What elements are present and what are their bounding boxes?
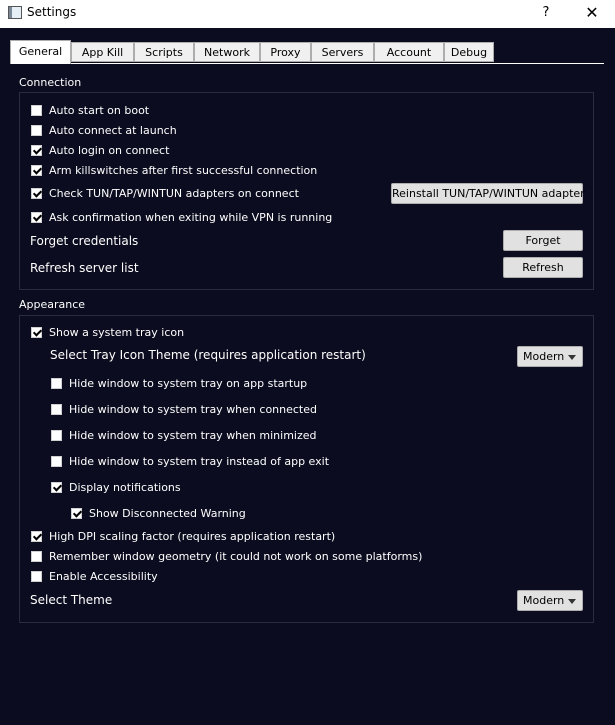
show-tray-checkbox[interactable] — [31, 324, 184, 340]
checkbox-label: Check TUN/TAP/WINTUN adapters on connect — [49, 186, 299, 200]
checkbox-label: Show a system tray icon — [49, 325, 185, 339]
checkbox-box[interactable] — [51, 482, 62, 493]
window-title: Settings — [27, 5, 77, 19]
checkbox-label: Arm killswitches after first successful connection — [49, 163, 318, 177]
checkbox-box[interactable] — [31, 188, 42, 199]
remember-geometry-checkbox[interactable] — [31, 548, 422, 564]
high-dpi-checkbox[interactable] — [31, 528, 335, 544]
tab-servers[interactable]: Servers — [311, 42, 374, 62]
checkbox-box[interactable] — [71, 508, 82, 519]
forget-credentials-label: Forget credentials — [30, 234, 139, 248]
checkbox-box[interactable] — [31, 165, 42, 176]
arm-killswitch-checkbox[interactable] — [31, 162, 317, 178]
ask-confirmation-checkbox[interactable] — [31, 209, 332, 225]
enable-accessibility-checkbox[interactable] — [31, 568, 158, 584]
checkbox-label: Auto connect at launch — [49, 123, 177, 137]
appearance-group-label: Appearance — [19, 298, 86, 311]
tray-theme-select[interactable] — [517, 346, 583, 367]
display-notifications-checkbox[interactable] — [51, 479, 181, 495]
checkbox-box[interactable] — [31, 212, 42, 223]
forget-button[interactable]: Forget — [503, 230, 583, 251]
chevron-down-icon — [568, 355, 576, 360]
tab-app-kill[interactable]: App Kill — [71, 42, 134, 62]
checkbox-box[interactable] — [31, 531, 42, 542]
select-theme-label: Select Theme — [30, 593, 113, 607]
refresh-button[interactable]: Refresh — [503, 257, 583, 278]
checkbox-box[interactable] — [31, 551, 42, 562]
checkbox-box[interactable] — [31, 125, 42, 136]
hide-on-startup-checkbox[interactable] — [51, 375, 307, 391]
checkbox-box[interactable] — [31, 145, 42, 156]
checkbox-label: Display notifications — [69, 480, 181, 494]
checkbox-label: High DPI scaling factor (requires application restart) — [49, 529, 336, 543]
theme-value: Modern — [523, 594, 565, 607]
auto-start-checkbox[interactable] — [31, 102, 149, 118]
checkbox-box[interactable] — [31, 571, 42, 582]
checkbox-box[interactable] — [51, 378, 62, 389]
tray-theme-value: Modern — [523, 350, 565, 363]
auto-connect-checkbox[interactable] — [31, 122, 177, 138]
checkbox-label: Hide window to system tray when connected — [69, 402, 317, 416]
connection-group-label: Connection — [19, 76, 82, 89]
theme-select[interactable] — [517, 590, 583, 611]
checkbox-label: Auto start on boot — [49, 103, 150, 117]
checkbox-label: Auto login on connect — [49, 143, 170, 157]
check-adapters-checkbox[interactable] — [31, 185, 299, 201]
title-bar — [0, 0, 615, 28]
tab-network[interactable]: Network — [194, 42, 260, 62]
hide-instead-of-exit-checkbox[interactable] — [51, 453, 329, 469]
show-disconnected-warning-checkbox[interactable] — [71, 505, 246, 521]
app-window-icon — [8, 6, 22, 19]
checkbox-box[interactable] — [31, 327, 42, 338]
checkbox-box[interactable] — [51, 456, 62, 467]
checkbox-label: Remember window geometry (it could not work on some platforms) — [49, 549, 423, 563]
close-button[interactable]: ✕ — [585, 3, 599, 22]
checkbox-label: Hide window to system tray on app startup — [69, 376, 308, 390]
checkbox-label: Enable Accessibility — [49, 569, 158, 583]
tab-divider — [10, 63, 604, 64]
refresh-server-label: Refresh server list — [30, 261, 139, 275]
checkbox-label: Show Disconnected Warning — [89, 506, 246, 520]
tray-theme-label: Select Tray Icon Theme (requires application restart) — [50, 348, 366, 362]
checkbox-box[interactable] — [51, 430, 62, 441]
chevron-down-icon — [568, 599, 576, 604]
tab-debug[interactable]: Debug — [444, 42, 494, 62]
checkbox-box[interactable] — [51, 404, 62, 415]
checkbox-label: Hide window to system tray instead of app exit — [69, 454, 330, 468]
tab-proxy[interactable]: Proxy — [260, 42, 311, 62]
checkbox-box[interactable] — [31, 105, 42, 116]
reinstall-adapter-button[interactable]: Reinstall TUN/TAP/WINTUN adapter — [391, 183, 583, 204]
checkbox-label: Ask confirmation when exiting while VPN is running — [49, 210, 333, 224]
tab-general[interactable]: General — [10, 40, 71, 64]
help-button[interactable]: ? — [542, 5, 550, 20]
tab-account[interactable]: Account — [374, 42, 444, 62]
hide-when-connected-checkbox[interactable] — [51, 401, 317, 417]
auto-login-checkbox[interactable] — [31, 142, 169, 158]
checkbox-label: Hide window to system tray when minimized — [69, 428, 317, 442]
tab-scripts[interactable]: Scripts — [134, 42, 194, 62]
hide-when-minimized-checkbox[interactable] — [51, 427, 317, 443]
